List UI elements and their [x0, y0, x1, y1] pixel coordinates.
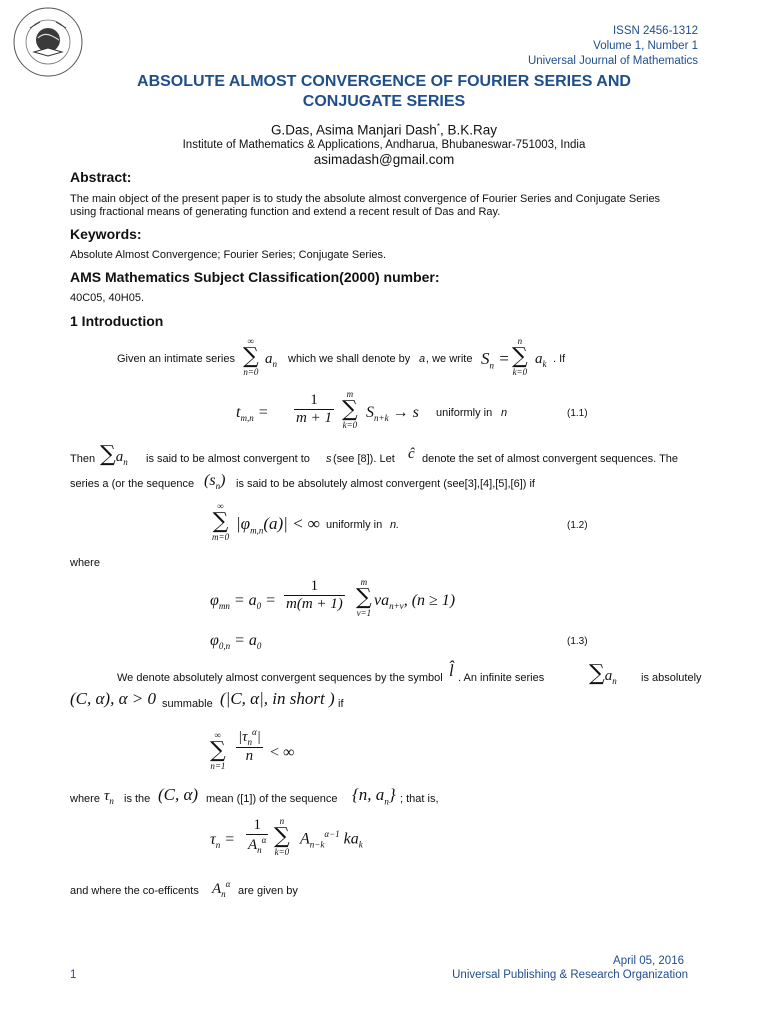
equation-1-1: $t_{m,n}$ = $\frac{1}{m + 1}$ m ∑ k=0 $S_{n+k} \to s$ uniformly in n (1.1) — [236, 389, 588, 430]
p3-text-b: is said to be absolutely almost convergent (see[3],[4],[5],[6]) if — [236, 478, 535, 490]
intro-para-5: (C, α), α > 0 summable (|C, α|, in short ) if — [70, 689, 344, 710]
p2-text-d: denote the set of almost convergent sequences. The — [422, 453, 679, 465]
page-number: 1 — [70, 969, 77, 981]
intro-para-1: Given an intimate series ∞ ∑ n=0 $a_n$ which we shall denote by a , we write $S_n$ = n ∑ k=0 $a_k$ . If — [117, 336, 566, 377]
eq11-text: uniformly in — [436, 407, 493, 419]
p1-text-d: , we write — [426, 353, 473, 365]
sn-def: $S_n$ = — [481, 349, 510, 371]
where-1: where — [70, 557, 100, 569]
eq12-text: uniformly in — [326, 519, 383, 531]
equation-1-2: ∞ ∑ m=0 $|\varphi_{m,n}(a)|$ < ∞ uniformly in n. (1.2) — [212, 501, 588, 542]
email: asimadash@gmail.com — [313, 152, 455, 167]
equation-1-3: $\varphi_{mn} = a_0$ = $\frac{1}{m(m + 1)}$ m ∑ ν=1 $\nu a_{n+\nu}$, (n ≥ 1) $\varphi_{0,n} = a_0$ (1.3) — [210, 577, 588, 652]
ams-heading: AMS Mathematics Subject Classification(2000) number: — [70, 269, 440, 285]
intro-para-7: and where the co-efficents $A_n^\alpha$ are given by — [70, 879, 298, 899]
issn: ISSN 2456-1312 — [612, 25, 698, 37]
abstract-text — [70, 193, 710, 219]
author-mark: * — [436, 122, 440, 131]
footer-org: Universal Publishing & Research Organization — [452, 969, 688, 981]
intro-para-2: Then $\sum a_n$ is said to be almost convergent to s (see [8]). Let ĉ denote the set of almost convergent sequences. The — [70, 442, 679, 467]
abstract-heading: Abstract: — [70, 169, 132, 185]
footer-date: April 05, 2016 — [613, 955, 684, 967]
p3-text-a: series a (or the sequence — [70, 478, 195, 490]
eq12-number: (1.2) — [567, 520, 588, 531]
equation-tau-n: $\tau_n$ = 1 $A_n^\alpha$ n ∑ k=0 $A_{n-k}^{\alpha-1}$ $ka_k$ — [210, 816, 363, 857]
eq11-number: (1.1) — [567, 408, 588, 419]
eq13-number: (1.3) — [567, 636, 588, 647]
p2-s: s — [326, 453, 332, 465]
intro-para-6: where $\tau_n$ is the (C, α) mean ([1]) of the sequence {n, $a_n$} ; that is, — [70, 785, 439, 807]
p4-text-b: . An infinite series — [458, 672, 545, 684]
p2-text-a: Then — [70, 453, 96, 465]
p6-text-a: where — [70, 793, 100, 805]
sum-symbol: ∞ ∑ n=0 — [243, 336, 259, 377]
keywords-text: Absolute Almost Convergence; Fourier Series; Conjugate Series. — [70, 249, 387, 261]
p4-text-a: We denote absolutely almost convergent sequences by the symbol — [117, 672, 443, 684]
p6-text-b: is the — [124, 793, 151, 805]
volume: Volume 1, Number 1 — [593, 40, 698, 52]
p6-text-d: ; that is, — [400, 793, 439, 805]
p2-text-c: (see [8]). Let — [333, 453, 395, 465]
p1-text-c: a — [419, 353, 426, 365]
authors: G.Das, Asima Manjari Dash — [271, 122, 437, 138]
paper-title — [0, 72, 768, 112]
p7-text-a: and where the co-efficents — [70, 885, 199, 897]
eq11-n: n — [501, 407, 508, 419]
intro-para-4: We denote absolutely almost convergent sequences by the symbol l̂ . An infinite series $\sum a_n$ is absolutely — [117, 661, 702, 686]
abstract-line-2: using fractional means of generating function and extend a recent result of Das and Ray. — [70, 206, 501, 218]
intro-para-3: series a (or the sequence $(s_n)$ is said to be absolutely almost convergent (see[3],[4],[5],[6]) if — [70, 472, 535, 492]
ams-text: 40C05, 40H05. — [70, 292, 144, 304]
keywords-heading: Keywords: — [70, 226, 142, 242]
p7-text-b: are given by — [238, 885, 298, 897]
p5-text-a: summable — [162, 698, 213, 710]
title-line-2: CONJUGATE SERIES — [302, 93, 466, 110]
publisher-logo — [8, 4, 88, 80]
p1-text-b: which we shall denote by — [288, 353, 411, 365]
p4-text-c: is absolutely — [641, 672, 702, 684]
p1-text-a: Given an intimate series — [117, 353, 235, 365]
authors-tail: , B.K.Ray — [439, 122, 497, 138]
title-line-1: ABSOLUTE ALMOST CONVERGENCE OF FOURIER SERIES AND — [137, 73, 631, 90]
eq12-n: n. — [390, 519, 400, 531]
p6-text-c: mean ([1]) of the sequence — [206, 793, 338, 805]
abstract-line-1: The main object of the present paper is to study the absolute almost convergence of Fourier Series and Conjugate Series — [70, 193, 661, 205]
p2-text-b: is said to be almost convergent to — [146, 453, 310, 465]
p1-text-e: . If — [553, 353, 566, 365]
journal-name: Universal Journal of Mathematics — [527, 55, 698, 67]
sum-symbol-2: n ∑ k=0 — [512, 336, 528, 377]
intro-heading: 1 Introduction — [70, 313, 164, 329]
p5-text-b: if — [338, 698, 344, 710]
affiliation: Institute of Mathematics & Applications, Andharua, Bhubaneswar-751003, India — [182, 139, 586, 151]
equation-tau-sum: ∞ ∑ n=1 $|\tau_n^\alpha|$ n < ∞ — [210, 727, 295, 771]
authors-line — [0, 122, 768, 138]
